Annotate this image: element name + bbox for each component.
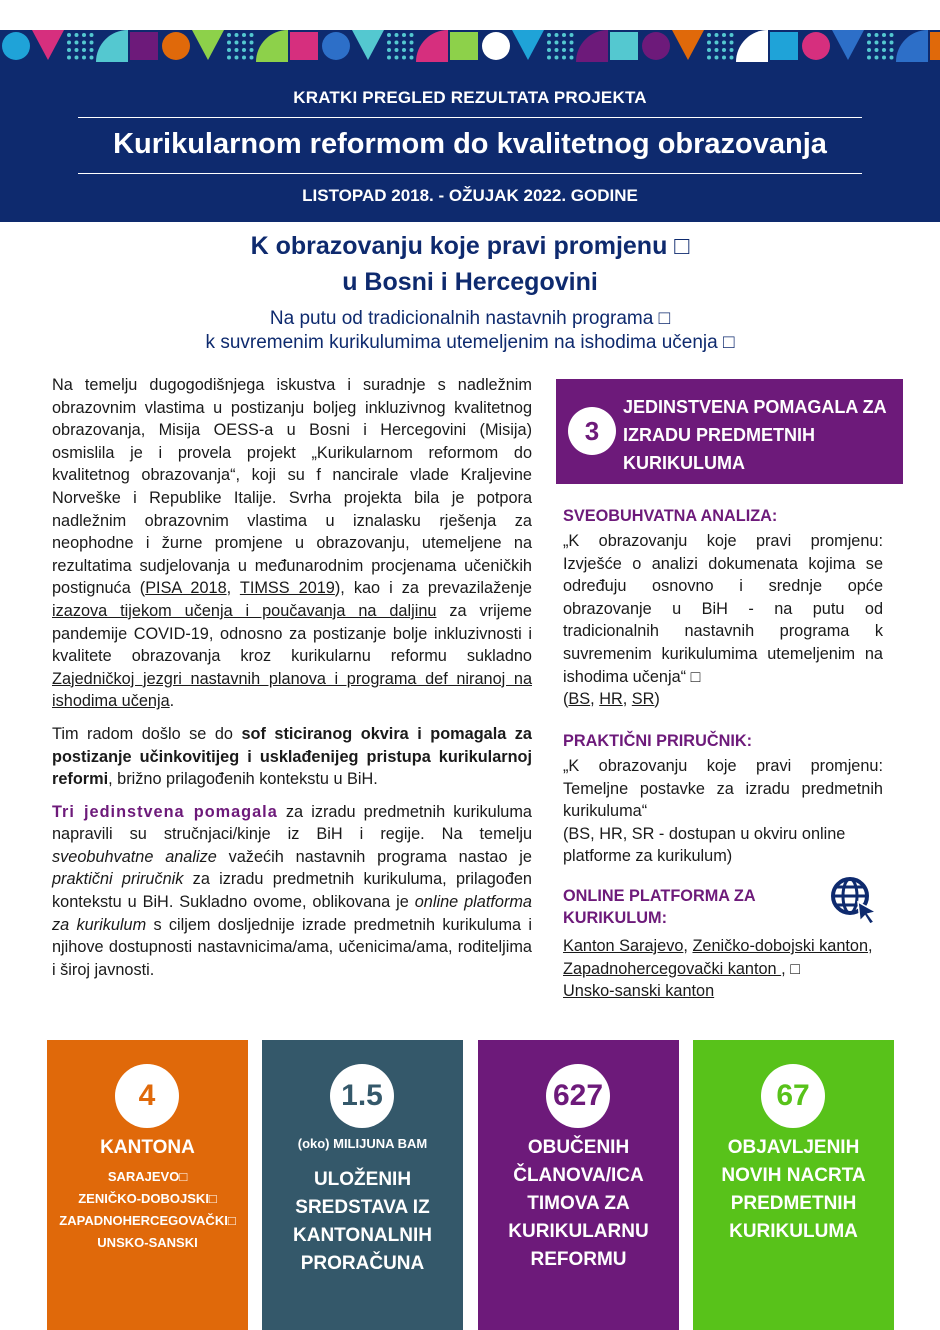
- stat-box-curricula: [693, 1040, 894, 1330]
- pattern-tile: [610, 32, 638, 60]
- stat-number: 1.5: [330, 1064, 394, 1128]
- handbook-description: „K obrazovanju koje pravi promjenu: Temeljne postavke za izradu predmetnih kurikuluma“: [563, 757, 883, 821]
- text-run: ,: [226, 579, 240, 598]
- italic-text: sveobuhvatne analize: [52, 847, 217, 866]
- common-core-link[interactable]: Zajedničkoj jezgri nastavnih planova i programa def niranoj na ishodima učenja: [52, 669, 532, 711]
- stat-label: KANTONALNIH: [293, 1225, 432, 1246]
- analysis-sr-link[interactable]: SR: [631, 690, 655, 709]
- stat-box-cantons: [47, 1040, 248, 1330]
- stat-label: ULOŽENIH: [313, 1169, 412, 1190]
- text-run: za vrijeme pandemije COVID-19, odnosno za postizanje bolje inkluzivnosti i kvalitete obrazovanja kroz kurikularnu reformu sukladno: [52, 601, 532, 666]
- intro-paragraph-1: [52, 374, 532, 713]
- timss-link[interactable]: TIMSS 2019: [239, 579, 335, 598]
- stat-detail: UNSKO-SANSKI: [97, 1235, 198, 1250]
- stat-label: OBUČENIH: [527, 1137, 630, 1158]
- platform-heading: ONLINE PLATFORMA ZA KURIKULUM:: [563, 887, 756, 927]
- header-banner: [0, 62, 940, 222]
- decorative-pattern-strip: [0, 30, 940, 62]
- text-run: ): [654, 690, 660, 709]
- tools-count-circle: 3: [568, 407, 616, 455]
- pattern-tile: [450, 32, 478, 60]
- pattern-tile: [2, 32, 30, 60]
- stat-label: NOVIH NACRTA: [721, 1165, 866, 1186]
- intro-paragraph-3: [52, 801, 532, 982]
- stat-box-trained: [478, 1040, 679, 1330]
- text-run: za izradu predmetnih kurikuluma, prilagođen kontekstu u BiH. Sukladno ovome, oblikovana je: [52, 870, 532, 912]
- zapadnohercegovacki-link[interactable]: Zapadnohercegovački kanton: [563, 959, 782, 978]
- stat-label: REFORMU: [530, 1249, 627, 1270]
- handbook-text: [563, 755, 883, 868]
- bold-text: sof sticiranog okvira i pomagala za postizanje učinkovitijeg i usklađenijeg pristupa kurikularnoj reformi: [52, 724, 532, 789]
- stat-label: TIMOVA ZA: [527, 1193, 630, 1214]
- analysis-links: [563, 688, 883, 711]
- italic-text: praktični priručnik: [52, 870, 184, 889]
- pattern-tile: [130, 32, 158, 60]
- stat-detail: ZAPADNOHERCEGOVAČKI□: [59, 1213, 236, 1228]
- headline-line-1: K obrazovanju koje pravi promjenu □: [250, 232, 690, 260]
- pattern-tile: [802, 32, 830, 60]
- stat-detail: SARAJEVO□: [107, 1169, 188, 1184]
- pattern-tile: [162, 32, 190, 60]
- zenicko-dobojski-link[interactable]: Zeničko-dobojski kanton: [692, 937, 869, 955]
- stat-label: SREDSTAVA IZ: [295, 1197, 430, 1218]
- handbook-note: (BS, HR, SR - dostupan u okviru online platforme za kurikulum): [563, 824, 846, 866]
- stat-label: PREDMETNIH: [730, 1193, 857, 1214]
- kanton-sarajevo-link[interactable]: Kanton Sarajevo: [563, 937, 684, 955]
- tools-lead-text: Tri jedinstvena pomagala: [52, 802, 278, 821]
- tools-callout-text: JEDINSTVENA POMAGALA ZA IZRADU PREDMETNIH KURIKULUMA: [623, 397, 887, 473]
- header-title: Kurikularnom reformom do kvalitetnog obrazovanja: [113, 128, 827, 160]
- text-run: važećih nastavnih programa nastao je: [216, 847, 532, 866]
- pattern-tile: [642, 32, 670, 60]
- pisa-link[interactable]: PISA 2018: [145, 579, 227, 598]
- pattern-tile: [770, 32, 798, 60]
- subheadline-line-2: k suvremenim kurikulumima utemeljenim na ishodima učenja □: [205, 332, 735, 353]
- pattern-tile: [482, 32, 510, 60]
- header-kicker: KRATKI PREGLED REZULTATA PROJEKTA: [293, 88, 647, 107]
- stat-detail: ZENIČKO-DOBOJSKI□: [78, 1191, 217, 1206]
- platform-links-paragraph: [563, 935, 898, 1003]
- text-run: (: [563, 690, 569, 709]
- italic-text: online platforma za kurikulum: [52, 893, 532, 934]
- text-run: , □: [781, 959, 801, 978]
- stat-number: 67: [761, 1064, 825, 1128]
- stat-box-funding: [262, 1040, 463, 1330]
- analysis-description: „K obrazovanju koje pravi promjenu: Izvješće o analizi dokumenata kojima se određuju osnovno i srednje opće obrazovanje u BiH - na putu od tradicionalnih nastavnih programa k suvremenim kurikulumima utemeljenim na ishodima učenja“ □: [563, 532, 883, 686]
- subheadline-line-1: Na putu od tradicionalnih nastavnih programa □: [269, 308, 671, 329]
- intro-paragraph-2: [52, 723, 532, 791]
- header-rule-top: [78, 117, 862, 118]
- stat-pre-label: (oko) MILIJUNA BAM: [297, 1136, 428, 1151]
- stat-label: PRORAČUNA: [300, 1253, 425, 1274]
- stat-label: KURIKULUMA: [729, 1221, 858, 1242]
- header-rule-bottom: [78, 173, 862, 174]
- text-run: s ciljem dosljednije izrade predmetnih kurikuluma i njihove dostupnosti nastavnicima/ama, učenicima/ama, roditeljima i široj javnosti.: [52, 915, 532, 979]
- stat-label: KURIKULARNU: [508, 1221, 649, 1242]
- globe-cursor-icon: [828, 874, 880, 926]
- text-run: ,: [683, 937, 693, 955]
- text-run: Na temelju dugogodišnjega iskustva i suradnje s nadležnim obrazovnim vlastima u postizanju boljeg inkluzivnog kvalitetnog obrazovanja, Misija OESS-a u Bosni i Hercegovini (Misija) osmislila je i provela projekt „Kurikularnom reformom do kvalitetnog obrazovanja“, koji su f nancirale vlade Kraljevine Norveške i Republike Italije. Svrha projekta bila je potpora nadležnim obrazovnim vlastima u iznalasku rješenja za neophodne i žurne promjene u obrazovanju, utemeljene na rezultatima sudjelovanja u međunarodnim procjenama učeničkih postignuća (: [52, 376, 532, 598]
- stat-label: ČLANOVA/ICA: [513, 1165, 644, 1186]
- stat-number: 627: [546, 1064, 610, 1128]
- stat-label: OBJAVLJENIH: [727, 1137, 860, 1158]
- analysis-text: [563, 530, 883, 711]
- header-dates: LISTOPAD 2018. - OŽUJAK 2022. GODINE: [302, 186, 638, 205]
- intro-text-column: [52, 374, 532, 991]
- stat-label: KANTONA: [100, 1137, 195, 1158]
- handbook-heading: PRAKTIČNI PRIRUČNIK:: [563, 732, 753, 750]
- text-run: ), kao i za prevazilaženje: [334, 579, 532, 598]
- text-run: , brižno prilagođenih kontekstu u BiH.: [108, 770, 378, 789]
- stat-number: 4: [115, 1064, 179, 1128]
- unsko-sanski-link[interactable]: Unsko-sanski kanton: [563, 982, 715, 1001]
- pattern-tile: [290, 32, 318, 60]
- headline-line-2: u Bosni i Hercegovini: [342, 268, 598, 296]
- platform-links: [563, 935, 898, 1003]
- text-run: .: [169, 692, 175, 711]
- text-run: za izradu predmetnih kurikuluma napravili su stručnjaci/kinje iz BiH i regije. Na temelju: [52, 802, 532, 844]
- tools-callout-box: [556, 379, 903, 484]
- distance-learning-link[interactable]: izazova tijekom učenja i poučavanja na daljinu: [52, 601, 437, 620]
- text-run: ,: [622, 690, 632, 709]
- pattern-tile: [322, 32, 350, 60]
- analysis-heading: SVEOBUHVATNA ANALIZA:: [563, 507, 778, 525]
- analysis-hr-link[interactable]: HR: [599, 690, 623, 709]
- text-run: ,: [590, 690, 600, 709]
- pattern-tile: [930, 32, 940, 60]
- text-run: Tim radom došlo se do: [52, 724, 242, 743]
- analysis-bs-link[interactable]: BS: [568, 690, 591, 709]
- text-run: ,: [868, 937, 873, 955]
